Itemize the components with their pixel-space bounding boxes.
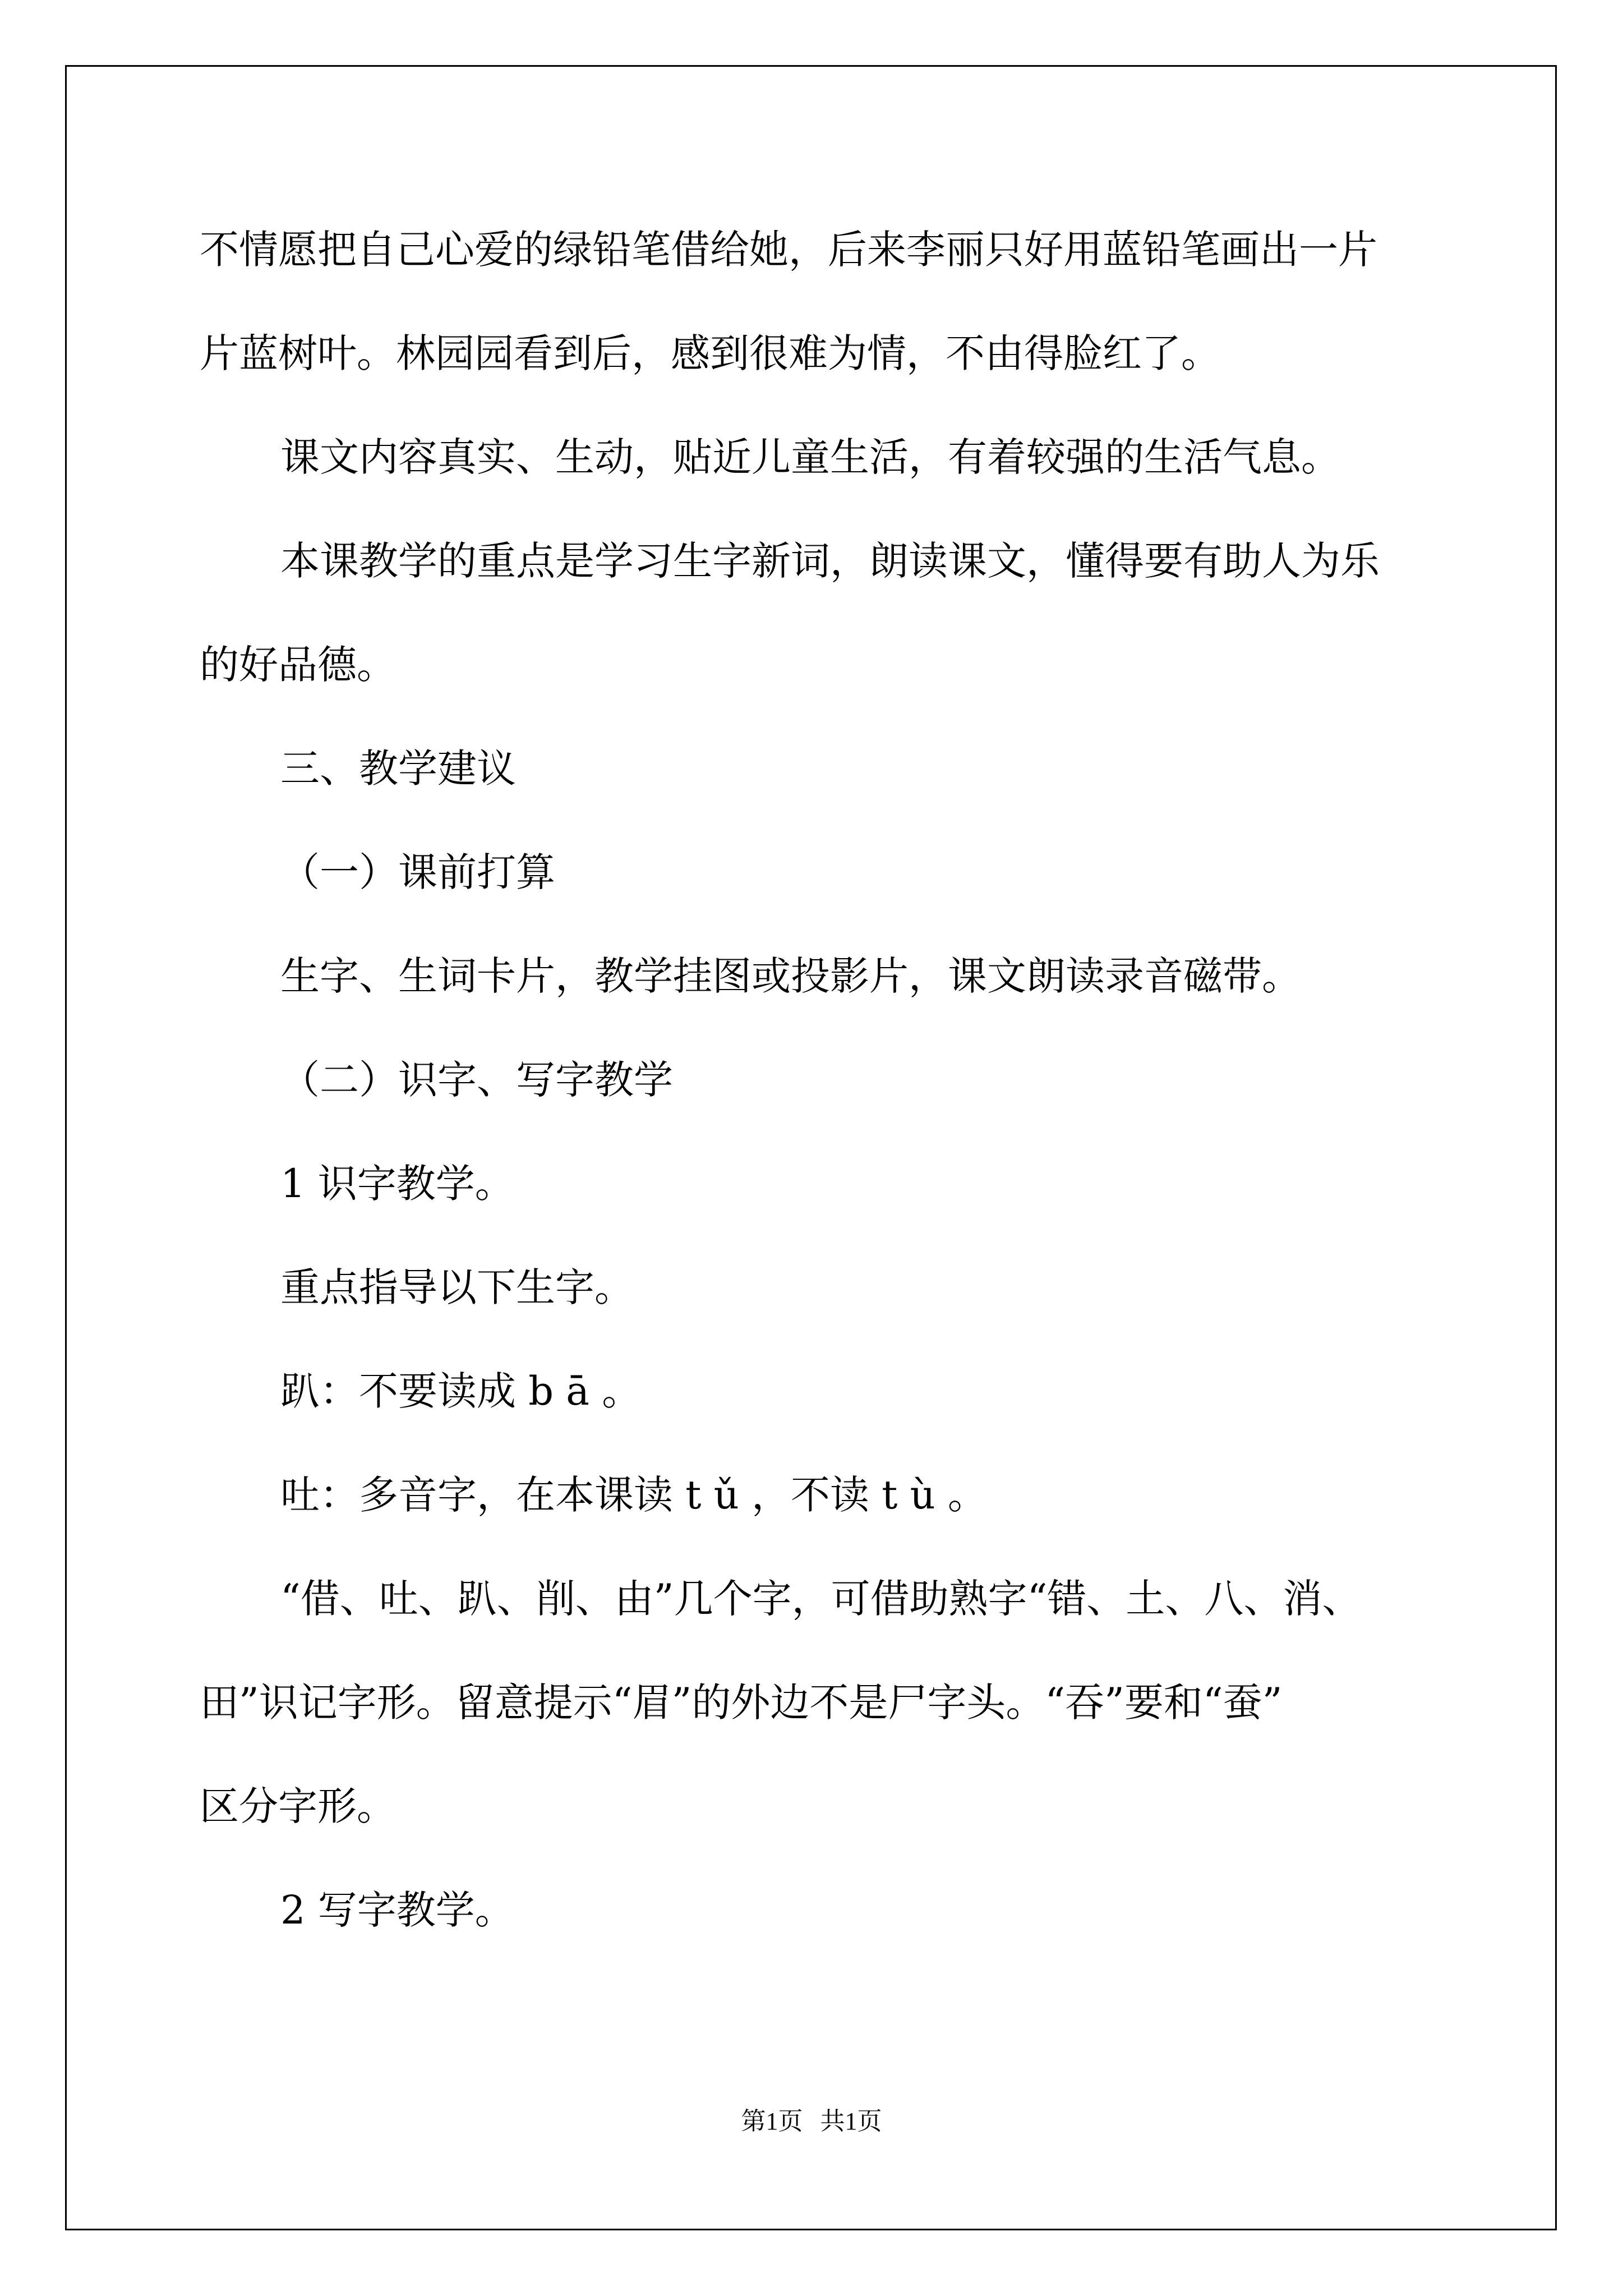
subsection-heading: （二）识字、写字教学 <box>280 1057 673 1103</box>
paragraph-line: 不情愿把自己心爱的绿铅笔借给她，后来李丽只好用蓝铅笔画出一片 <box>200 227 1377 273</box>
page-total: 共1页 <box>820 2108 882 2135</box>
paragraph-line: 片蓝树叶。林园园看到后，感到很难为情，不由得脸红了。 <box>200 330 1220 376</box>
page-footer <box>0 2109 1623 2134</box>
paragraph-line: 的好品德。 <box>200 642 396 688</box>
paragraph-line: “借、吐、趴、削、由”几个字，可借助熟字“错、土、八、消、 <box>280 1576 1362 1622</box>
page-number: 第1页 <box>741 2108 803 2135</box>
paragraph-line: 田”识记字形。留意提示“眉”的外边不是尸字头。“吞”要和“蚕” <box>200 1680 1283 1726</box>
section-heading: 三、教学建议 <box>280 746 516 792</box>
paragraph-line: 吐：多音字，在本课读 t ǔ ，不读 t ù 。 <box>280 1472 987 1518</box>
list-item: 2 写字教学。 <box>280 1887 514 1933</box>
subsection-heading: （一）课前打算 <box>280 849 555 895</box>
paragraph-line: 生字、生词卡片，教学挂图或投影片，课文朗读录音磁带。 <box>280 953 1301 999</box>
paragraph-line: 重点指导以下生字。 <box>280 1264 634 1310</box>
paragraph-line: 区分字形。 <box>200 1783 396 1829</box>
paragraph-line: 课文内容真实、生动，贴近儿童生活，有着较强的生活气息。 <box>280 434 1340 480</box>
paragraph-line: 本课教学的重点是学习生字新词，朗读课文，懂得要有助人为乐 <box>280 538 1380 584</box>
paragraph-line: 趴：不要读成 b ā 。 <box>280 1368 642 1414</box>
list-item: 1 识字教学。 <box>280 1161 514 1207</box>
